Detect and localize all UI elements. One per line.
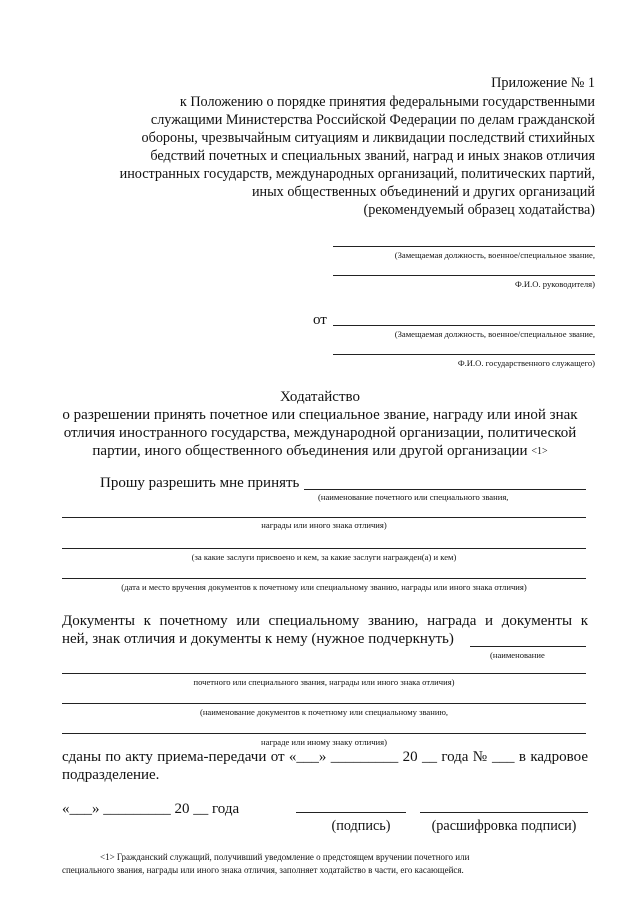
appendix-line-5: иностранных государств, международных организаций, политических партий, xyxy=(119,166,595,182)
caption-award-type: награды или иного знака отличия) xyxy=(261,520,387,530)
field-line-merit[interactable] xyxy=(62,548,586,549)
footnote-ref[interactable]: <1> xyxy=(531,446,548,457)
footnote-line-1: <1> Гражданский служащий, получивший уведомление о предстоящем вручении почетного или xyxy=(100,852,470,862)
caption-merit: (за какие заслуги присвоено и кем, за какие заслуги награжден(а) и кем) xyxy=(191,552,457,562)
field-line-docs-list[interactable] xyxy=(62,703,586,704)
caption-award-name: (наименование почетного или специального звания, xyxy=(318,492,509,502)
field-line-docs-name[interactable] xyxy=(470,646,586,647)
appendix-line-6: иных общественных объединений и других организаций xyxy=(251,184,595,200)
caption-signature: (подпись) xyxy=(331,818,391,834)
caption-servant-position: (Замещаемая должность, военное/специальное звание, xyxy=(394,329,595,339)
appendix-line-3: обороны, чрезвычайным ситуациям и ликвидации последствий стихийных xyxy=(141,130,595,146)
field-line-award-name-2[interactable] xyxy=(62,517,586,518)
handover-line-1: сданы по акту приема-передачи от «___» _________ 20 __ года № ___ в кадровое xyxy=(62,749,588,765)
handover-line-2: подразделение. xyxy=(62,767,160,783)
petition-line-3 xyxy=(0,442,640,461)
field-line-date-place[interactable] xyxy=(62,578,586,579)
appendix-line-7: (рекомендуемый образец ходатайства) xyxy=(363,202,595,218)
caption-head-position: (Замещаемая должность, военное/специальное звание, xyxy=(394,250,595,260)
from-label: от xyxy=(313,312,327,328)
caption-head-fio: Ф.И.О. руководителя) xyxy=(514,279,595,289)
field-line-servant-position[interactable] xyxy=(333,325,595,326)
field-line-head-fio[interactable] xyxy=(333,275,595,276)
appendix-title: Приложение № 1 xyxy=(491,75,595,91)
appendix-line-2: служащими Министерства Российской Федерации по делам гражданской xyxy=(150,112,595,128)
caption-servant-fio: Ф.И.О. государственного служащего) xyxy=(457,358,595,368)
documents-line-2: ней, знак отличия и документы к нему (нужное подчеркнуть) xyxy=(62,631,454,647)
documents-line-1: Документы к почетному или специальному званию, награда и документы к xyxy=(62,613,588,629)
signature-date[interactable]: «___» _________ 20 __ года xyxy=(62,801,240,817)
field-line-docs-name-2[interactable] xyxy=(62,673,586,674)
footnote-line-2: специального звания, награды или иного знака отличия, заполняет ходатайство в части, его касающейся. xyxy=(62,865,464,875)
caption-date-place: (дата и место вручения документов к почетному или специальному званию, награды или иного знака отличия) xyxy=(121,582,527,592)
field-line-signature[interactable] xyxy=(296,812,406,813)
caption-docs-name-short: (наименование xyxy=(490,650,545,660)
petition-line-3-text: партии, иного общественного объединения или другой организации xyxy=(92,443,528,459)
petition-title: Ходатайство xyxy=(280,389,360,405)
caption-docs-name-rest: почетного или специального звания, награды или иного знака отличия) xyxy=(193,677,455,687)
field-line-head-position[interactable] xyxy=(333,246,595,247)
caption-signature-decoding: (расшифровка подписи) xyxy=(431,818,577,834)
request-lead: Прошу разрешить мне принять xyxy=(100,475,300,491)
caption-docs-list-rest: награде или иному знаку отличия) xyxy=(261,737,387,747)
petition-line-1: о разрешении принять почетное или специальное звание, награду или иной знак xyxy=(62,407,578,423)
petition-line-2: отличия иностранного государства, международной организации, политической xyxy=(63,425,577,441)
caption-docs-list: (наименование документов к почетному или специальному званию, xyxy=(199,707,449,717)
field-line-award-name[interactable] xyxy=(304,489,586,490)
field-line-signature-decoding[interactable] xyxy=(420,812,588,813)
field-line-servant-fio[interactable] xyxy=(333,354,595,355)
field-line-docs-list-2[interactable] xyxy=(62,733,586,734)
appendix-line-4: бедствий почетных и специальных званий, наград и иных знаков отличия xyxy=(150,148,595,164)
appendix-line-1: к Положению о порядке принятия федеральными государственными xyxy=(179,94,595,110)
